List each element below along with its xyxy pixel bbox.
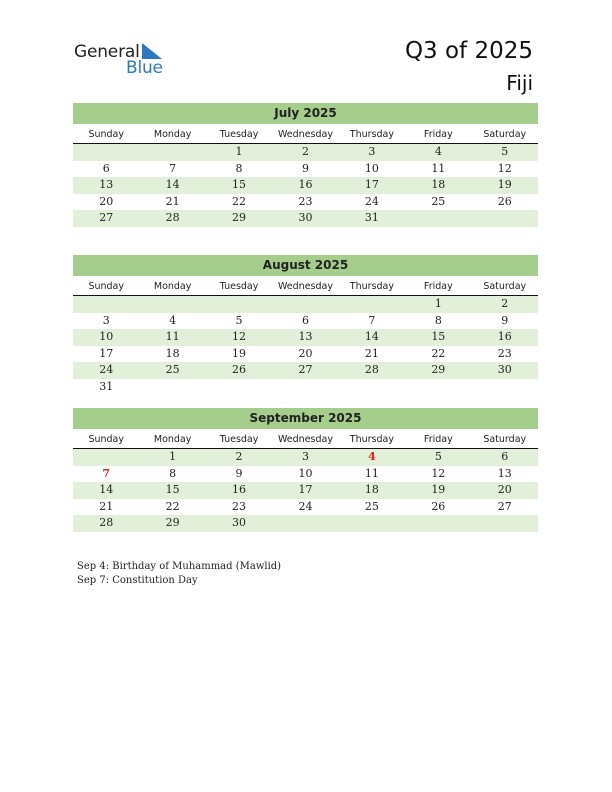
day-cell: 15 (165, 483, 180, 496)
day-cell: 27 (497, 499, 512, 513)
day-cell (272, 515, 338, 532)
day-cell: 14 (165, 178, 180, 191)
day-cell: 1 (434, 297, 442, 310)
day-cell (139, 379, 205, 396)
day-cell: 3 (102, 313, 110, 327)
day-cell: 27 (298, 363, 313, 376)
day-cell (405, 379, 471, 396)
weekday-label: Friday (423, 281, 453, 292)
day-cell: 20 (298, 346, 313, 360)
day-cell: 18 (364, 483, 379, 496)
holiday-notes (77, 560, 281, 587)
day-cell: 26 (431, 499, 446, 513)
day-cell: 27 (99, 211, 114, 224)
day-cell: 11 (364, 466, 379, 480)
day-cell: 25 (364, 499, 379, 513)
day-cell (472, 379, 538, 396)
week-row (73, 161, 538, 178)
day-cell (73, 296, 139, 313)
day-cell: 24 (298, 499, 313, 513)
day-cell: 10 (99, 330, 114, 343)
day-cell: 21 (364, 346, 379, 360)
weekday-label: Saturday (483, 281, 527, 292)
week-row (73, 449, 538, 466)
holiday-note: Sep 7: Constitution Day (77, 574, 198, 586)
day-cell (472, 515, 538, 532)
day-cell (139, 144, 205, 161)
day-cell: 30 (232, 516, 247, 529)
day-cell: 30 (497, 363, 512, 376)
day-cell (139, 296, 205, 313)
weekday-label: Monday (153, 434, 192, 445)
day-cell: 12 (232, 330, 247, 343)
day-cell (73, 144, 139, 161)
week-row (73, 296, 538, 313)
day-cell (272, 296, 338, 313)
day-cell: 8 (169, 466, 177, 480)
weekday-label: Sunday (88, 434, 124, 445)
day-cell: 23 (298, 194, 313, 208)
weekday-label: Wednesday (277, 281, 333, 292)
month-september (73, 408, 538, 532)
day-cell: 1 (235, 145, 243, 158)
day-cell: 23 (232, 499, 247, 513)
day-cell: 10 (364, 161, 379, 175)
day-cell: 28 (99, 516, 114, 529)
weekday-label: Wednesday (277, 129, 333, 140)
week-row (73, 144, 538, 161)
day-cell: 25 (431, 194, 446, 208)
day-cell: 22 (431, 346, 446, 360)
logo-triangle-icon (142, 43, 162, 59)
weekday-header-row (73, 278, 538, 296)
day-cell: 28 (364, 363, 379, 376)
week-row (73, 466, 538, 483)
day-cell: 18 (431, 178, 446, 191)
day-cell: 21 (99, 499, 114, 513)
holiday-day-cell: 7 (102, 466, 111, 480)
day-cell: 30 (298, 211, 313, 224)
day-cell: 5 (235, 313, 243, 327)
day-cell: 13 (298, 330, 313, 343)
week-row (73, 177, 538, 194)
day-cell: 10 (298, 466, 313, 480)
day-cell: 22 (232, 194, 247, 208)
weekday-label: Monday (153, 281, 192, 292)
month-july (73, 103, 538, 227)
day-cell: 7 (368, 313, 376, 327)
day-cell (73, 449, 139, 466)
day-cell: 17 (364, 178, 379, 191)
day-cell: 14 (364, 330, 379, 343)
month-title: July 2025 (73, 103, 538, 124)
day-cell: 6 (102, 161, 110, 175)
day-cell: 21 (165, 194, 180, 208)
week-row (73, 346, 538, 363)
day-cell: 8 (434, 313, 442, 327)
day-cell: 19 (431, 483, 446, 496)
weekday-label: Monday (153, 129, 192, 140)
country-name: Fiji (506, 71, 533, 95)
day-cell: 26 (497, 194, 512, 208)
day-cell: 3 (368, 145, 376, 158)
weekday-label: Friday (423, 434, 453, 445)
day-cell: 8 (235, 161, 243, 175)
day-cell: 7 (169, 161, 177, 175)
day-cell: 9 (301, 161, 309, 175)
month-august (73, 255, 538, 395)
day-cell: 22 (165, 499, 180, 513)
day-cell: 20 (497, 483, 512, 496)
day-cell: 12 (431, 466, 446, 480)
weekday-header-row (73, 431, 538, 449)
day-cell: 16 (232, 483, 247, 496)
day-cell: 24 (99, 363, 114, 376)
day-cell: 2 (235, 450, 243, 463)
day-cell: 29 (431, 363, 446, 376)
weekday-label: Sunday (88, 281, 124, 292)
day-cell (339, 296, 405, 313)
day-cell: 19 (232, 346, 247, 360)
day-cell: 4 (169, 313, 177, 327)
day-cell: 29 (165, 516, 180, 529)
holiday-day-cell: 4 (368, 450, 376, 463)
day-cell: 24 (364, 194, 379, 208)
day-cell: 14 (99, 483, 114, 496)
day-cell: 16 (298, 178, 313, 191)
day-cell: 2 (301, 145, 309, 158)
week-row (73, 379, 538, 396)
day-cell: 25 (165, 363, 180, 376)
day-cell (206, 296, 272, 313)
day-cell: 13 (497, 466, 512, 480)
day-cell (339, 515, 405, 532)
day-cell: 3 (301, 450, 309, 463)
day-cell (405, 515, 471, 532)
day-cell: 18 (165, 346, 180, 360)
month-title: September 2025 (73, 408, 538, 429)
day-cell: 16 (497, 330, 512, 343)
day-cell: 13 (99, 178, 114, 191)
week-row (73, 194, 538, 211)
week-row (73, 210, 538, 227)
day-cell: 28 (165, 211, 180, 224)
week-row (73, 482, 538, 499)
day-cell: 5 (434, 450, 442, 463)
day-cell (472, 210, 538, 227)
weekday-label: Thursday (349, 434, 394, 445)
weekday-header-row (73, 126, 538, 144)
day-cell: 15 (232, 178, 247, 191)
generalblue-logo (74, 42, 174, 78)
weekday-label: Wednesday (277, 434, 333, 445)
week-row (73, 362, 538, 379)
weekday-label: Saturday (483, 129, 527, 140)
day-cell: 23 (497, 346, 512, 360)
day-cell: 17 (99, 346, 114, 360)
holiday-note: Sep 4: Birthday of Muhammad (Mawlid) (77, 561, 282, 572)
weekday-label: Saturday (483, 434, 527, 445)
day-cell: 11 (165, 330, 180, 343)
day-cell: 4 (434, 145, 442, 158)
day-cell: 29 (232, 211, 247, 224)
logo-text-general: General (74, 42, 140, 62)
day-cell: 2 (501, 297, 509, 310)
week-row (73, 515, 538, 532)
quarter-title: Q3 of 2025 (404, 38, 533, 64)
week-row (73, 329, 538, 346)
day-cell: 11 (431, 161, 446, 175)
day-cell: 26 (232, 363, 247, 376)
weekday-label: Tuesday (219, 281, 259, 292)
weekday-label: Sunday (88, 129, 124, 140)
day-cell: 1 (169, 450, 177, 463)
day-cell: 31 (99, 379, 114, 393)
week-row (73, 313, 538, 330)
logo-text-blue: Blue (126, 58, 163, 78)
day-cell: 17 (298, 483, 313, 496)
week-row (73, 499, 538, 516)
day-cell (405, 210, 471, 227)
day-cell (272, 379, 338, 396)
day-cell: 20 (99, 194, 114, 208)
day-cell: 6 (301, 313, 309, 327)
day-cell: 9 (235, 466, 243, 480)
day-cell: 6 (501, 450, 509, 463)
month-title: August 2025 (73, 255, 538, 276)
weekday-label: Thursday (349, 281, 394, 292)
weekday-label: Tuesday (219, 129, 259, 140)
day-cell: 12 (497, 161, 512, 175)
day-cell: 31 (364, 211, 379, 224)
day-cell: 5 (501, 145, 509, 158)
day-cell: 15 (431, 330, 446, 343)
weekday-label: Thursday (349, 129, 394, 140)
day-cell: 9 (501, 313, 509, 327)
weekday-label: Friday (423, 129, 453, 140)
day-cell (339, 379, 405, 396)
day-cell (206, 379, 272, 396)
day-cell: 19 (497, 178, 512, 191)
weekday-label: Tuesday (219, 434, 259, 445)
